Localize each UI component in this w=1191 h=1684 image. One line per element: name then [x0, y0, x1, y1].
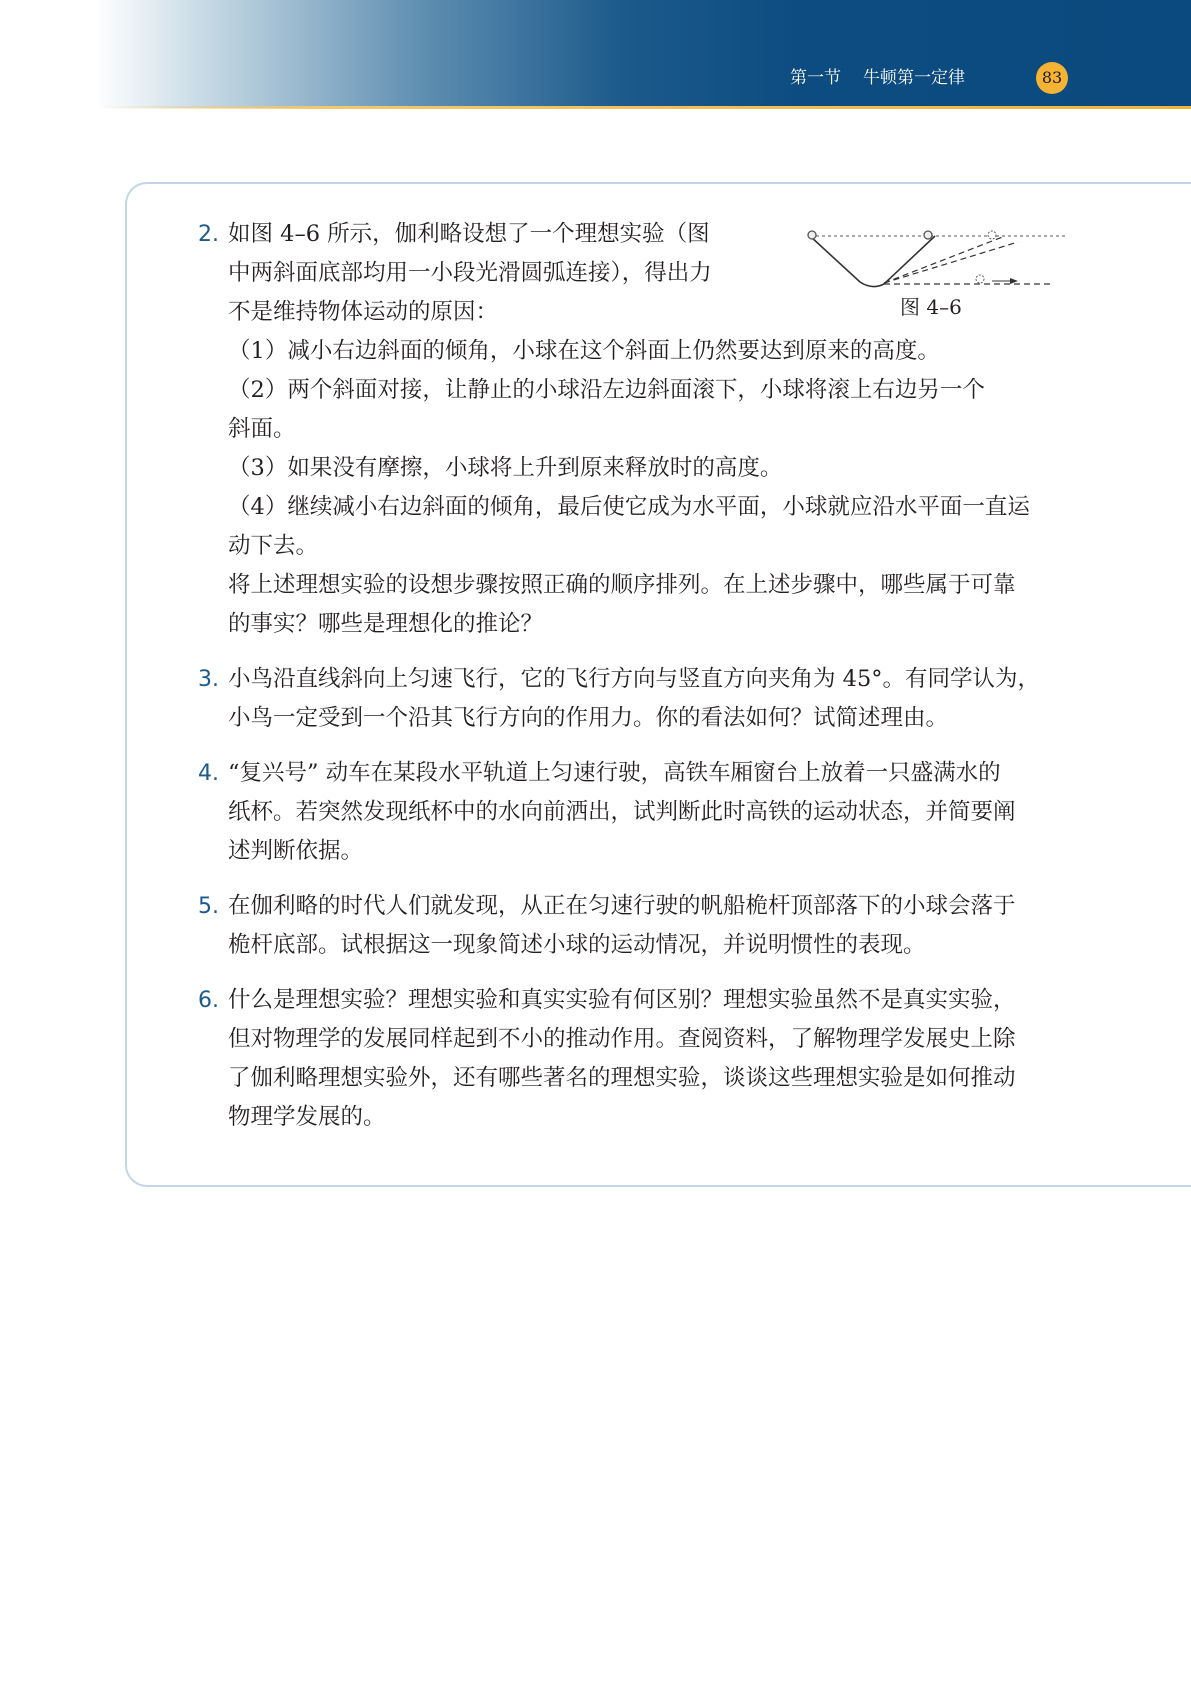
exercise-2	[198, 215, 1068, 644]
exercise-text-line: 但对物理学的发展同样起到不小的推动作用。查阅资料，了解物理学发展史上除	[228, 1026, 1016, 1052]
exercise-number: 2.	[198, 222, 219, 247]
exercise-3	[198, 660, 1068, 738]
exercise-text-line: 中两斜面底部均用一小段光滑圆弧连接），得出力	[228, 260, 712, 286]
exercise-list	[198, 215, 1068, 1137]
exercise-text-line: 不是维持物体运动的原因：	[228, 299, 499, 325]
exercise-number: 5.	[198, 894, 219, 919]
exercise-number: 3.	[198, 667, 219, 692]
page-number-badge: 83	[1036, 62, 1068, 94]
exercise-number: 4.	[198, 761, 219, 786]
exercise-text-line: 什么是理想实验？理想实验和真实实验有何区别？理想实验虽然不是真实实验，	[228, 987, 1016, 1013]
exercise-text-line: 小鸟一定受到一个沿其飞行方向的作用力。你的看法如何？试简述理由。	[228, 705, 949, 731]
exercise-4	[198, 754, 1068, 871]
step-2: （2）两个斜面对接，让静止的小球沿左边斜面滚下，小球将滚上右边另一个	[228, 377, 985, 403]
exercise-text-line: 了伽利略理想实验外，还有哪些著名的理想实验，谈谈这些理想实验是如何推动	[228, 1065, 1016, 1091]
step-1: （1）减小右边斜面的倾角，小球在这个斜面上仍然要达到原来的高度。	[228, 338, 940, 364]
step-3: （3）如果没有摩擦，小球将上升到原来释放时的高度。	[228, 455, 783, 481]
exercise-text-line: 桅杆底部。试根据这一现象简述小球的运动情况，并说明惯性的表现。	[228, 932, 926, 958]
exercise-text-line: 小鸟沿直线斜向上匀速飞行，它的飞行方向与竖直方向夹角为 45°。有同学认为，	[228, 666, 1041, 692]
exercise-number: 6.	[198, 988, 219, 1013]
header-band	[0, 0, 1191, 108]
exercise-5	[198, 887, 1068, 965]
step-4-continued: 动下去。	[228, 533, 319, 559]
step-2-continued: 斜面。	[228, 416, 296, 442]
exercise-text-line: 在伽利略的时代人们就发现，从正在匀速行驶的帆船桅杆顶部落下的小球会落于	[228, 893, 1016, 919]
exercise-text-line: 物理学发展的。	[228, 1104, 386, 1130]
exercise-text-line: 如图 4–6 所示，伽利略设想了一个理想实验（图	[228, 221, 710, 247]
chapter-title: 牛顿第一定律	[863, 68, 965, 88]
question-line: 将上述理想实验的设想步骤按照正确的顺序排列。在上述步骤中，哪些属于可靠	[228, 572, 1016, 598]
exercise-text-line: 纸杯。若突然发现纸杯中的水向前洒出，试判断此时高铁的运动状态，并简要阐	[228, 799, 1016, 825]
figure-caption: 图 4–6	[900, 295, 962, 319]
exercise-text-line: “复兴号” 动车在某段水平轨道上匀速行驶，高铁车厢窗台上放着一只盛满水的	[228, 760, 1001, 786]
header-accent-line	[100, 106, 1191, 109]
section-label: 第一节	[790, 68, 841, 88]
running-header	[790, 64, 965, 92]
exercise-text-line: 述判断依据。	[228, 838, 364, 864]
step-4: （4）继续减小右边斜面的倾角，最后使它成为水平面，小球就应沿水平面一直运	[228, 494, 1030, 520]
question-line: 的事实？哪些是理想化的推论？	[228, 611, 544, 637]
exercise-6	[198, 981, 1068, 1137]
